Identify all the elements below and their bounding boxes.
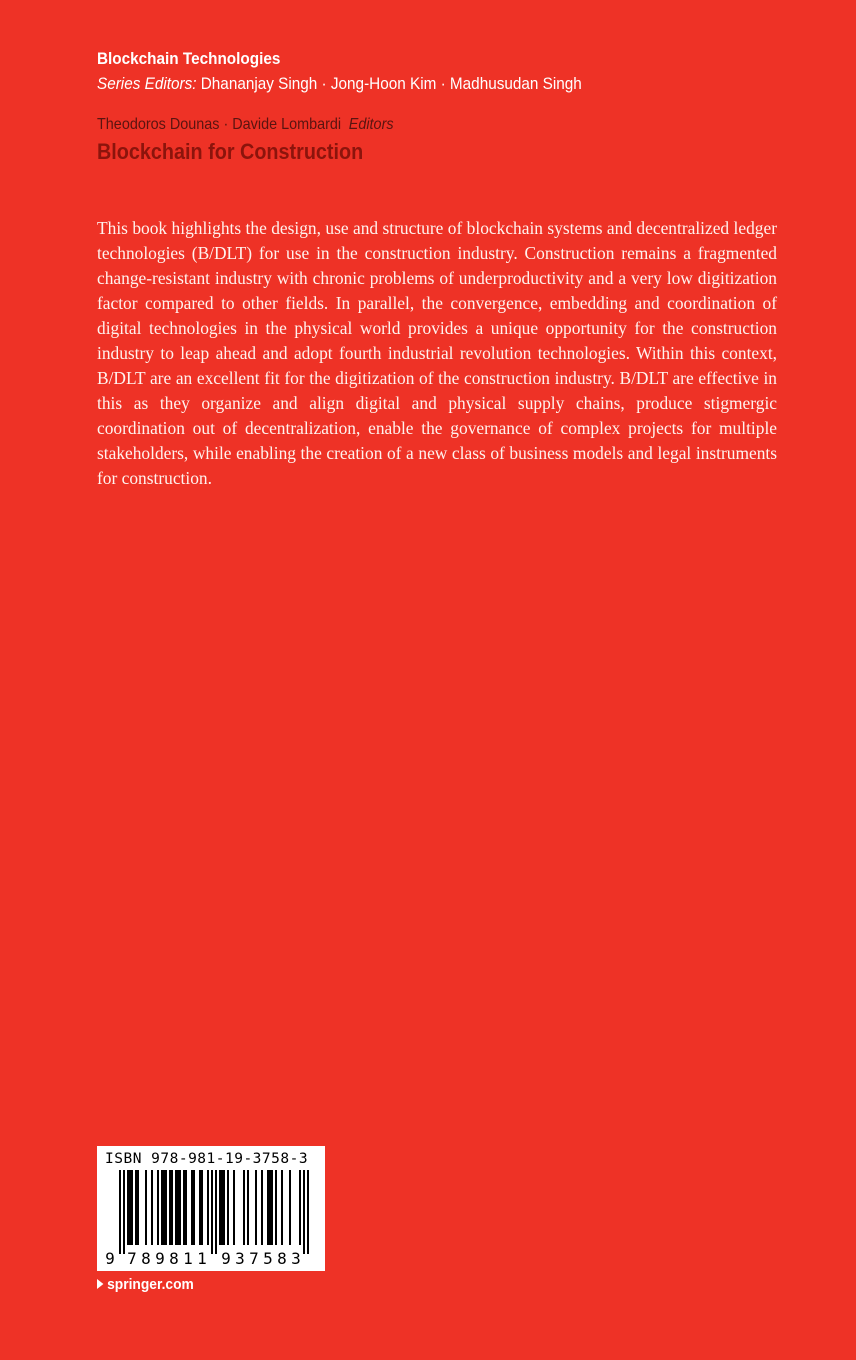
- barcode-bar: [275, 1170, 277, 1245]
- barcode-bar: [281, 1170, 283, 1245]
- barcode-digit: 1: [197, 1249, 207, 1268]
- arrow-right-icon: [97, 1279, 103, 1289]
- barcode-bar: [207, 1170, 209, 1245]
- barcode-digit: 1: [183, 1249, 193, 1268]
- series-editors-label: Series Editors:: [97, 74, 197, 93]
- isbn-barcode: [97, 1146, 325, 1271]
- barcode-bar: [199, 1170, 201, 1245]
- book-editors-line: [97, 114, 727, 136]
- barcode-bar: [185, 1170, 187, 1245]
- publisher-link[interactable]: [97, 1276, 194, 1293]
- barcode-bar: [269, 1170, 271, 1245]
- barcode-bar: [219, 1170, 221, 1245]
- barcode-bar: [289, 1170, 291, 1245]
- barcode-bar: [135, 1170, 137, 1245]
- barcode-bar: [171, 1170, 173, 1245]
- book-description: This book highlights the design, use and structure of blockchain systems and decentralized ledger technologies (B/DLT) for use in the construction industry. Construction remains a fragmented change-resistant industry with chronic problems of underproductivity and a very low digitization factor compared to other fields. In parallel, the convergence, embedding and coordination of digital technologies in the physical world provides a unique opportunity for the construction industry to leap ahead and adopt fourth industrial revolution technologies. Within this context, B/DLT are an excellent fit for the digitization of the construction industry. B/DLT are effective in this as they organize and align digital and physical supply chains, produce stigmergic coordination out of decentralization, enable the governance of complex projects for multiple stakeholders, while enabling the creation of a new class of business models and legal instruments for construction.: [97, 218, 777, 488]
- barcode-digit: 9: [221, 1249, 231, 1268]
- barcode-bar: [129, 1170, 131, 1245]
- barcode-bar: [303, 1170, 305, 1254]
- barcode-bar: [183, 1170, 185, 1245]
- barcode-bar: [165, 1170, 167, 1245]
- book-editors-role: Editors: [348, 116, 394, 133]
- barcode-bar: [201, 1170, 203, 1245]
- publisher-link-text: springer.com: [107, 1276, 194, 1293]
- series-title: Blockchain Technologies: [97, 49, 281, 68]
- barcode-bar: [233, 1170, 235, 1245]
- barcode-bar: [123, 1170, 125, 1254]
- barcode-digit: 5: [263, 1249, 273, 1268]
- barcode-bar: [215, 1170, 217, 1254]
- barcode-bar: [119, 1170, 121, 1254]
- barcode-bar: [211, 1170, 213, 1254]
- isbn-text: ISBN 978-981-19-3758-3: [105, 1151, 309, 1167]
- barcode-digit: 9: [105, 1249, 115, 1268]
- barcode-digit: 9: [155, 1249, 165, 1268]
- barcode-graphic: [97, 1146, 325, 1271]
- barcode-bar: [255, 1170, 257, 1245]
- barcode-bar: [131, 1170, 133, 1245]
- barcode-bar: [137, 1170, 139, 1245]
- barcode-bar: [271, 1170, 273, 1245]
- barcode-bar: [127, 1170, 129, 1245]
- barcode-digit: 3: [291, 1249, 301, 1268]
- barcode-digit: 7: [249, 1249, 259, 1268]
- barcode-bar: [193, 1170, 195, 1245]
- barcode-bar: [221, 1170, 223, 1245]
- barcode-bar: [157, 1170, 159, 1245]
- barcode-digit: 8: [277, 1249, 287, 1268]
- series-editors-line: [97, 71, 727, 97]
- barcode-bar: [307, 1170, 309, 1254]
- barcode-digit: 8: [169, 1249, 179, 1268]
- barcode-bar: [191, 1170, 193, 1245]
- barcode-bar: [243, 1170, 245, 1245]
- book-info: [97, 114, 797, 168]
- barcode-bar: [299, 1170, 301, 1245]
- barcode-bar: [169, 1170, 171, 1245]
- barcode-bar: [267, 1170, 269, 1245]
- barcode-bar: [261, 1170, 263, 1245]
- barcode-bar: [223, 1170, 225, 1245]
- barcode-bar: [175, 1170, 177, 1245]
- barcode-digit: 7: [127, 1249, 137, 1268]
- barcode-bar: [177, 1170, 179, 1245]
- barcode-bar: [247, 1170, 249, 1245]
- barcode-bar: [179, 1170, 181, 1245]
- barcode-bar: [151, 1170, 153, 1245]
- series-info: [97, 47, 797, 97]
- barcode-bar: [163, 1170, 165, 1245]
- book-editors-names: Theodoros Dounas · Davide Lombardi: [97, 116, 342, 133]
- series-editors-names: Dhananjay Singh · Jong-Hoon Kim · Madhusudan Singh: [200, 74, 582, 93]
- barcode-bar: [227, 1170, 229, 1245]
- barcode-digit: 8: [141, 1249, 151, 1268]
- barcode-bar: [161, 1170, 163, 1245]
- barcode-digit: 3: [235, 1249, 245, 1268]
- book-title: Blockchain for Construction: [97, 139, 364, 164]
- barcode-bar: [145, 1170, 147, 1245]
